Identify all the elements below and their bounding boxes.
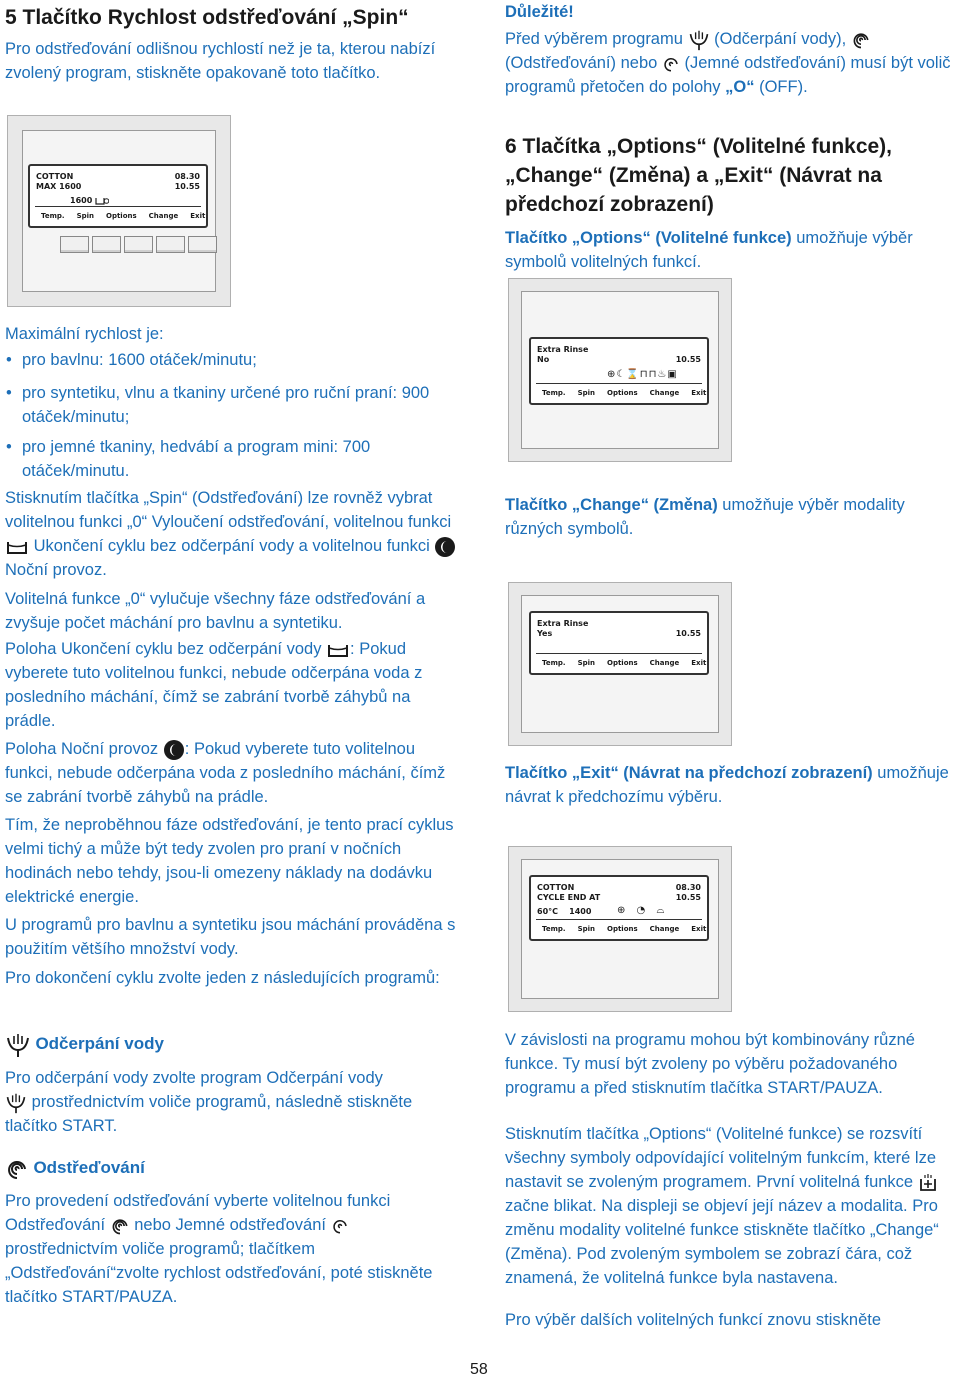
night-mode-paragraph: Poloha Noční provoz : Pokud vyberete tuto volitelnou funkci, nebude odčerpána voda z posledního máchání, čímž se zabrání tvorbě záhybů na prádle. — [5, 740, 446, 806]
key-spin[interactable] — [92, 236, 121, 253]
lcd-line-2: MAX 1600 — [36, 182, 82, 191]
lcd-screen-1 — [28, 164, 208, 228]
lcd-time-1: 08.30 — [675, 883, 701, 892]
lcd-label-temp: Temp. — [542, 659, 566, 667]
lcd-label-temp: Temp. — [542, 389, 566, 397]
lcd-time-1: 08.30 — [174, 172, 200, 181]
display-panel-2 — [508, 278, 732, 462]
spin-icon — [5, 1157, 29, 1181]
spin-icon — [851, 30, 871, 50]
spin-intro: Pro odstřeďování odlišnou rychlostí než je ta, kterou nabízí zvolený program, stiskněte opakovaně toto tlačítko. — [5, 40, 436, 82]
lcd-label-temp: Temp. — [542, 925, 566, 933]
change-paragraph: Tlačítko „Change“ (Změna) umožňuje výběr modality různých symbolů. — [505, 496, 905, 538]
lcd-line-3: 1600 — [70, 196, 109, 205]
lcd-button-labels — [536, 383, 707, 400]
page-number: 58 — [470, 1361, 488, 1378]
section-5-heading: 5 Tlačítko Rychlost odstřeďování „Spin“ — [5, 6, 409, 29]
lcd-option-symbols: ⊕☾⌛⊓⊓♨▣ — [607, 369, 678, 380]
key-options[interactable] — [124, 236, 153, 253]
lcd-label-change: Change — [649, 389, 680, 397]
lcd-label-exit: Exit — [691, 659, 707, 667]
lcd-label-options: Options — [607, 925, 638, 933]
max-speed-title: Maximální rychlost je: — [5, 325, 164, 343]
lcd-label-change: Change — [148, 212, 179, 220]
key-exit[interactable] — [188, 236, 217, 253]
lcd-label-options: Options — [106, 212, 137, 220]
lcd-label-change: Change — [649, 925, 680, 933]
exit-paragraph: Tlačítko „Exit“ (Návrat na předchozí zobrazení) umožňuje návrat k předchozímu výběru. — [505, 764, 949, 806]
water-paragraph: U programů pro bavlnu a syntetiku jsou máchání prováděna s použitím většího množství vody. — [5, 916, 456, 958]
important-paragraph: Před výběrem programu (Odčerpání vody), (Odstřeďování) nebo (Jemné odstřeďování) musí být volič programů přetočen do polohy „O“ (OFF). — [505, 30, 951, 96]
list-item: • pro bavlnu: 1600 otáček/minutu; — [5, 348, 445, 372]
options-usage-paragraph: Stisknutím tlačítka „Options“ (Volitelné funkce) se rozsvítí všechny symboly odpovídající volitelným funkcím, které lze nastavit se zvoleným programem. První volitelná funkce začne blikat. Na displeji se objeví její název a modalita. Pro změnu modality volitelné funkce stiskněte tlačítko „Change“ (Změna). Pod zvoleným symbolem se zobrazí čára, což znamená, že volitelná funkce byla nastavena. — [505, 1125, 939, 1287]
lcd-line-3: 60°C 1400 — [537, 907, 592, 916]
rinse-hold-icon — [95, 197, 109, 205]
spin-section-heading: Odstřeďování — [5, 1157, 145, 1181]
lcd-line-1: Extra Rinse — [537, 345, 589, 354]
spin-icon — [110, 1216, 130, 1236]
drain-paragraph: Pro odčerpání vody zvolte program Odčerpání vody prostřednictvím voliče programů, následně stiskněte tlačítko START. — [5, 1069, 413, 1135]
list-item: • pro syntetiku, vlnu a tkaniny určené pro ruční praní: 900 otáček/minutu; — [5, 381, 445, 429]
display-panel-4 — [508, 846, 732, 1012]
lcd-time-2: 10.55 — [675, 629, 701, 638]
lcd-label-exit: Exit — [691, 925, 707, 933]
panel-keys-1 — [60, 236, 220, 253]
lcd-time-2: 10.55 — [675, 893, 701, 902]
lcd-label-temp: Temp. — [41, 212, 65, 220]
drain-heading: Odčerpání vody — [5, 1032, 164, 1058]
lcd-label-options: Options — [607, 389, 638, 397]
lcd-label-spin: Spin — [577, 389, 595, 397]
key-temp[interactable] — [60, 236, 89, 253]
lcd-screen-2 — [529, 337, 709, 405]
display-panel-1 — [7, 115, 231, 307]
section-6-heading: 6 Tlačítka „Options“ (Volitelné funkce), „Change“ (Změna) a „Exit“ (Návrat na předchozí zobrazení) — [505, 135, 893, 216]
display-panel-3 — [508, 582, 732, 746]
drain-icon — [5, 1032, 31, 1058]
lcd-button-labels — [536, 919, 707, 936]
lcd-button-labels — [536, 653, 707, 670]
combination-paragraph: V závislosti na programu mohou být kombinovány různé funkce. Ty musí být zvoleny po výběru požadovaného programu a před stisknutím tlačítka START/PAUZA. — [505, 1031, 915, 1097]
lcd-label-exit: Exit — [691, 389, 707, 397]
lcd-line-2: Yes — [537, 629, 553, 638]
important-title: Důležité! — [505, 3, 574, 21]
lcd-label-options: Options — [607, 659, 638, 667]
lcd-time-2: 10.55 — [675, 355, 701, 364]
options-paragraph: Tlačítko „Options“ (Volitelné funkce) umožňuje výběr symbolů volitelných funkcí. — [505, 229, 913, 271]
lcd-line-2: CYCLE END AT — [537, 893, 601, 902]
night-mode-icon — [163, 739, 185, 761]
rinse-hold-paragraph: Poloha Ukončení cyklu bez odčerpání vody : Pokud vyberete tuto volitelnou funkci, nebude odčerpána voda z posledního máchání, čímž se zabrání tvorbě záhybů na prádle. — [5, 640, 423, 730]
lcd-label-exit: Exit — [190, 212, 206, 220]
lcd-label-change: Change — [649, 659, 680, 667]
lcd-line-1: COTTON — [537, 883, 575, 892]
lcd-screen-4 — [529, 875, 709, 941]
lcd-label-spin: Spin — [577, 659, 595, 667]
max-speed-list — [5, 348, 445, 483]
lcd-label-spin: Spin — [76, 212, 94, 220]
lcd-label-spin: Spin — [577, 925, 595, 933]
rinse-hold-icon — [5, 538, 29, 556]
lcd-line-1: COTTON — [36, 172, 74, 181]
drain-icon — [5, 1092, 27, 1114]
delicate-spin-icon — [331, 1217, 349, 1235]
extra-rinse-icon — [918, 1173, 938, 1193]
next-options-paragraph: Pro výběr dalších volitelných funkcí znovu stiskněte — [505, 1311, 882, 1329]
lcd-line-2: No — [537, 355, 550, 364]
drain-icon — [688, 29, 710, 51]
night-mode-icon — [434, 536, 456, 558]
lcd-time-2: 10.55 — [174, 182, 200, 191]
lcd-button-labels — [35, 206, 206, 223]
lcd-screen-3 — [529, 611, 709, 675]
list-item: • pro jemné tkaniny, hedvábí a program mini: 700 otáček/minutu. — [5, 435, 445, 483]
quiet-cycle-paragraph: Tím, že neproběhnou fáze odstřeďování, je tento prací cyklus velmi tichý a může být tedy zvolen pro praní v nočních hodinách nebo tehdy, jsou-li omezeny náklady na dodávku elektrické energie. — [5, 816, 454, 906]
lcd-line-1: Extra Rinse — [537, 619, 589, 628]
finish-cycle-paragraph: Pro dokončení cyklu zvolte jeden z následujících programů: — [5, 969, 440, 987]
spin-options-paragraph: Stisknutím tlačítka „Spin“ (Odstřeďování) lze rovněž vybrat volitelnou funkci „0“ Vyloučení odstřeďování, volitelnou funkci Ukončení cyklu bez odčerpání vody a volitelnou funkci Noční provoz. — [5, 486, 460, 582]
key-change[interactable] — [156, 236, 185, 253]
rinse-hold-icon — [326, 641, 350, 659]
delicate-spin-icon — [662, 55, 680, 73]
spin-section-paragraph: Pro provedení odstřeďování vyberte volitelnou funkci Odstřeďování nebo Jemné odstřeďování prostřednictvím voliče programů; tlačítkem „Odstřeďování“zvolte rychlost odstřeďování, poté stiskněte tlačítko START/PAUZA. — [5, 1192, 433, 1306]
lcd-option-symbols: ⊕ ◔ ⌓ — [617, 905, 669, 916]
zero-option-paragraph: Volitelná funkce „0“ vylučuje všechny fáze odstřeďování a zvyšuje počet máchání pro bavlnu a syntetiku. — [5, 590, 426, 632]
